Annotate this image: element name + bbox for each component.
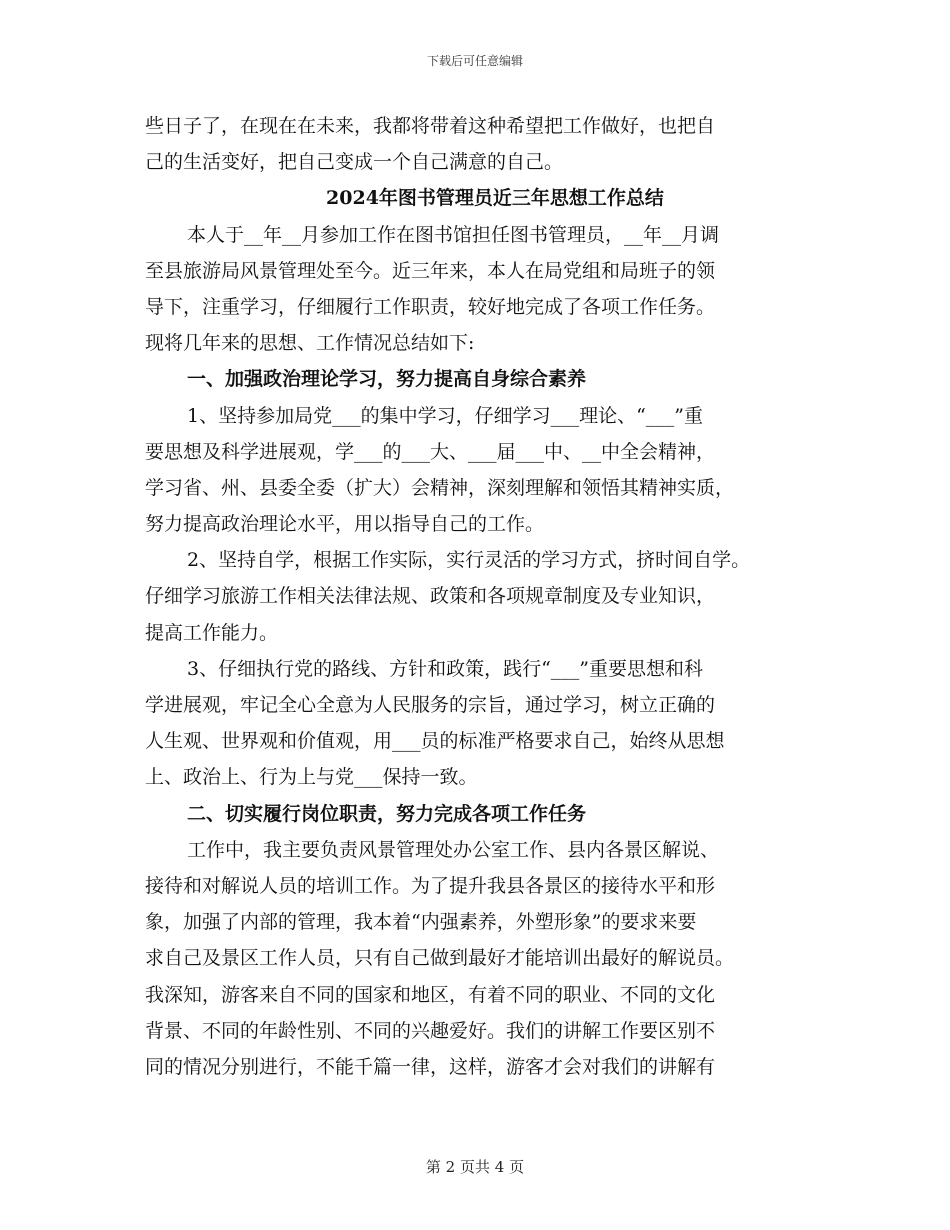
paragraph-line: 工作中，我主要负责风景管理处办公室工作、县内各景区解说、	[187, 838, 720, 861]
paragraph-line: 上、政治上、行为上与党___保持一致。	[145, 766, 478, 789]
paragraph-line: 己的生活变好，把自己变成一个自己满意的自己。	[145, 151, 564, 174]
paragraph-line: 些日子了，在现在在未来，我都将带着这种希望把工作做好，也把自	[145, 115, 716, 137]
section-heading: 二、切实履行岗位职责，努力完成各项工作任务	[187, 802, 587, 825]
document-title: 2024年图书管理员近三年思想工作总结	[326, 187, 664, 210]
paragraph-line: 要思想及科学进展观，学___的___大、___届___中、__中全会精神，	[145, 440, 716, 463]
page-header: 下载后可任意编辑	[426, 54, 523, 68]
paragraph-line: 学习省、州、县委全委（扩大）会精神，深刻理解和领悟其精神实质，	[145, 476, 735, 499]
paragraph-line: 求自己及景区工作人员，只有自己做到最好才能培训出最好的解说员。	[145, 947, 735, 970]
paragraph-line: 1、坚持参加局党___的集中学习，仔细学习___理论、“___”重	[187, 404, 704, 427]
paragraph-line: 学进展观，牢记全心全意为人民服务的宗旨，通过学习，树立正确的	[145, 694, 716, 716]
document-body	[145, 108, 805, 1085]
paragraph-line: 努力提高政治理论水平，用以指导自己的工作。	[145, 513, 545, 536]
paragraph-line: 提高工作能力。	[145, 621, 279, 644]
paragraph-line: 导下，注重学习，仔细履行工作职责，较好地完成了各项工作任务。	[145, 295, 716, 318]
paragraph-line: 接待和对解说人员的培训工作。为了提升我县各景区的接待水平和形	[145, 874, 716, 897]
paragraph-line: 2、坚持自学，根据工作实际，实行灵活的学习方式，挤时间自学。	[187, 549, 751, 572]
paragraph-line: 背景、不同的年龄性别、不同的兴趣爱好。我们的讲解工作要区别不	[145, 1019, 716, 1042]
paragraph-line: 本人于__年__月参加工作在图书馆担任图书管理员，__年__月调	[187, 223, 720, 246]
paragraph-line: 同的情况分别进行，不能千篇一律，这样，游客才会对我们的讲解有	[145, 1055, 716, 1078]
paragraph-line: 我深知，游客来自不同的国家和地区，有着不同的职业、不同的文化	[145, 983, 716, 1006]
paragraph-line: 现将几年来的思想、工作情况总结如下:	[145, 332, 475, 355]
page-footer: 第 2 页共 4 页	[425, 1158, 525, 1176]
paragraph-line: 3、仔细执行党的路线、方针和政策，践行“___”重要思想和科	[187, 657, 704, 680]
paragraph-line: 人生观、世界观和价值观，用___员的标准严格要求自己，始终从思想	[145, 730, 725, 753]
section-heading: 一、加强政治理论学习，努力提高自身综合素养	[187, 368, 587, 391]
paragraph-line: 仔细学习旅游工作相关法律法规、政策和各项规章制度及专业知识，	[145, 585, 716, 608]
paragraph-line: 至县旅游局风景管理处至今。近三年来，本人在局党组和局班子的领	[145, 259, 716, 282]
paragraph-line: 象，加强了内部的管理，我本着“内强素养，外塑形象”的要求来要	[145, 911, 697, 934]
